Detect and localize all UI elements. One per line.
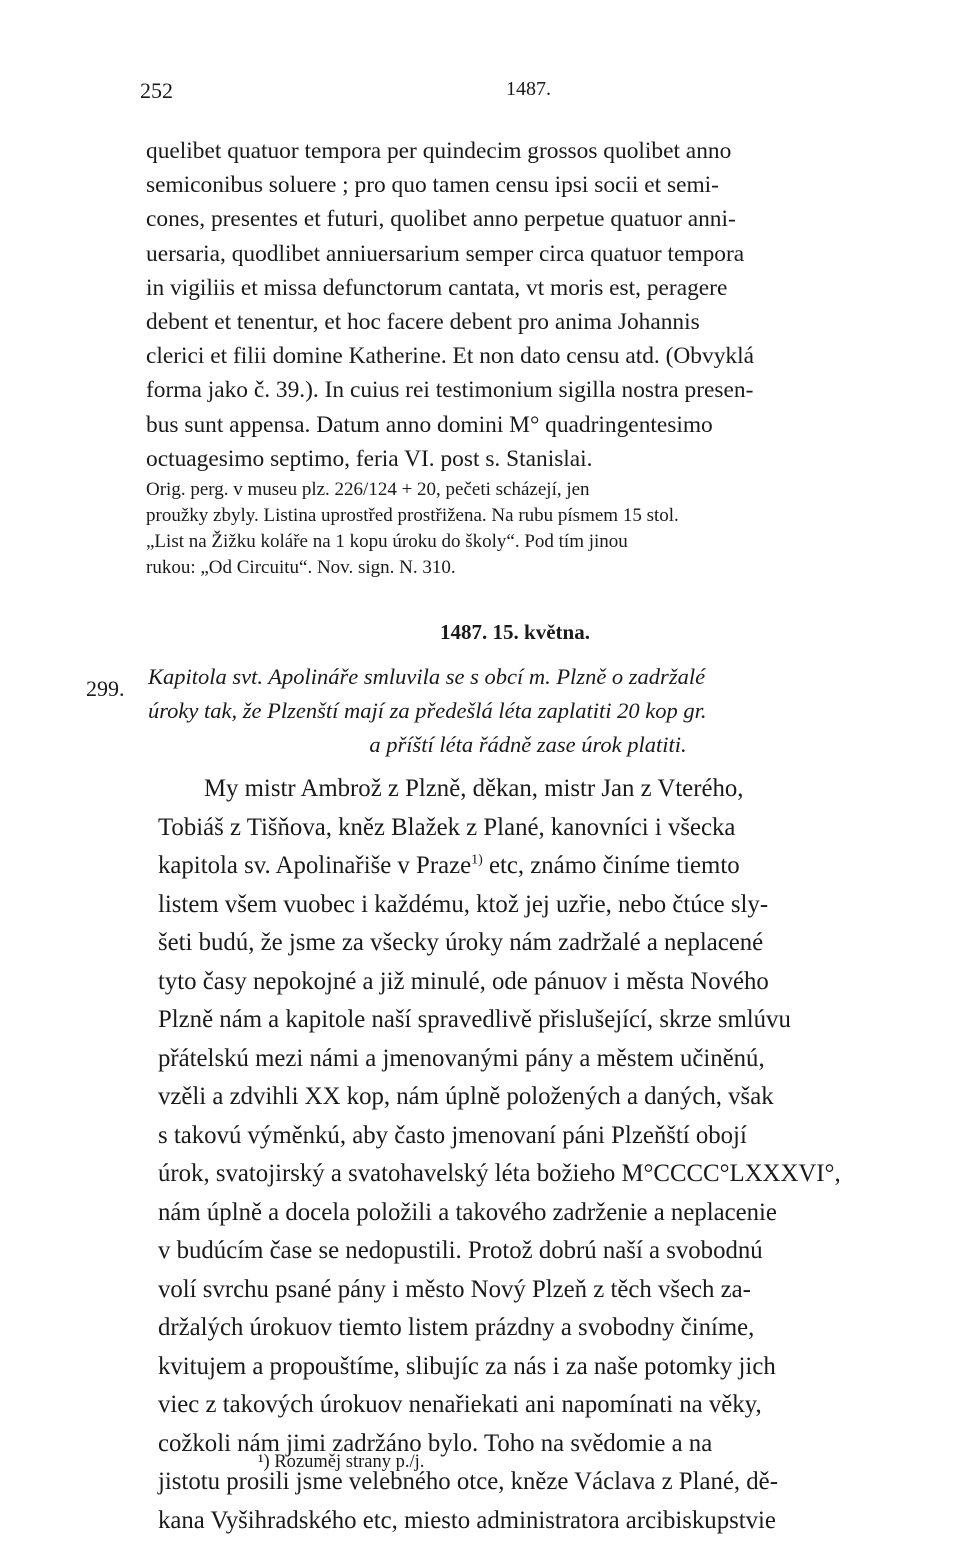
regest-line: a příští léta řádně zase úrok platiti. <box>369 732 687 757</box>
text-line: držalých úrokuov tiemto listem prázdny a svobodny činíme, <box>158 1314 755 1341</box>
text-line: debent et tenentur, et hoc facere debent pro anima Johannis <box>146 309 700 336</box>
regest-line: Kapitola svt. Apolináře smluvila se s obcí m. Plzně o zadržalé <box>148 664 706 689</box>
text-line: Plzně nám a kapitole naší spravedlivě přislušející, skrze smlúvu <box>158 1006 791 1033</box>
text-line: quelibet quatuor tempora per quindecim grossos quolibet anno <box>146 138 732 164</box>
text-segment: etc, známo činíme tiemto <box>482 852 740 879</box>
text-line: viec z takových úrokuov nenařiekati ani napomínati na věky, <box>158 1391 762 1418</box>
text-line: kvitujem a propouštíme, slibujíc za nás i za naše potomky jich <box>158 1352 776 1380</box>
text-line: semiconibus soluere ; pro quo tamen censu ipsi socii et semi- <box>146 172 719 199</box>
text-line: přátelskú mezi námi a jmenovanými pány a městem učiněnú, <box>158 1044 765 1072</box>
text-line: v budúcím čase se nedopustili. Protož dobrú naší a svobodnú <box>158 1237 763 1264</box>
note-line: rukou: „Od Circuitu“. Nov. sign. N. 310. <box>146 557 456 578</box>
text-line: nám úplně a docela položili a takového zadrženie a neplacenie <box>158 1198 777 1226</box>
text-line: bus sunt appensa. Datum anno domini M° quadringentesimo <box>146 411 713 438</box>
note-line: Orig. perg. v museu plz. 226/124 + 20, pečeti scházejí, jen <box>146 479 590 500</box>
text-line: in vigiliis et missa defunctorum cantata, vt moris est, peragere <box>146 274 728 301</box>
text-line: jistotu prosili jsme velebného otce, kněze Václava z Plané, dě- <box>158 1468 778 1495</box>
text-line: s takovú výměnkú, aby často jmenovaní páni Plzeňští obojí <box>158 1121 747 1149</box>
text-line: forma jako č. 39.). In cuius rei testimonium sigilla nostra presen- <box>146 377 754 404</box>
page-header <box>140 78 930 118</box>
text-line: uersaria, quodlibet anniuersarium semper circa quatuor tempora <box>146 240 745 267</box>
text-line: vzěli a zdvihli XX kop, nám úplně položených a daných, však <box>158 1083 774 1110</box>
note-line: proužky zbyly. Listina uprostřed prostřižena. Na rubu písmem 15 stol. <box>146 505 679 526</box>
text-line <box>158 847 948 886</box>
text-line: kana Vyšihradského etc, miesto administratora arcibiskupstvie <box>158 1506 776 1534</box>
text-line: šeti budú, že jsme za všecky úroky nám zadržalé a neplacené <box>158 929 764 956</box>
note-line: „List na Žižku koláře na 1 kopu úroku do školy“. Pod tím jinou <box>146 531 628 552</box>
text-line: cones, presentes et futuri, quolibet anno perpetue quatuor anni- <box>146 206 736 233</box>
text-line: tyto časy nepokojné a již minulé, ode pánuov i města Nového <box>158 967 769 995</box>
text-line: úrok, svatojirský a svatohavelský léta božieho M°CCCC°LXXXVI°, <box>158 1160 841 1187</box>
text-line: cožkoli nám jimi zadržáno bylo. Toho na svědomie a na <box>158 1429 713 1457</box>
document-number: 299. <box>86 676 125 701</box>
regest-line: úroky tak, že Plzenští mají za předešlá léta zaplatiti 20 kop gr. <box>148 698 707 723</box>
text-line: My mistr Ambrož z Plzně, děkan, mistr Jan z Vterého, <box>204 775 744 802</box>
czech-text-block <box>158 770 948 1540</box>
footnote-marker[interactable]: 1) <box>471 852 483 868</box>
archival-note <box>146 477 936 581</box>
document-date-heading: 1487. 15. května. <box>440 620 590 644</box>
latin-text-block <box>146 134 936 476</box>
text-line: Tobiáš z Tišňova, kněz Blažek z Plané, kanovníci i všecka <box>158 813 736 841</box>
running-header-year: 1487. <box>506 78 551 100</box>
text-line: listem všem vuobec i každému, ktož jej uzřie, nebo čtúce sly- <box>158 890 769 918</box>
footnote: ¹) Rozuměj strany p./j. <box>258 1452 425 1472</box>
text-line: volí svrchu psané pány i město Nový Plzeň z těch všech za- <box>158 1275 751 1303</box>
text-line: clerici et filii domine Katherine. Et non dato censu atd. (Obvyklá <box>146 343 754 370</box>
text-segment: kapitola sv. Apolinařiše v Praze <box>158 852 472 879</box>
page-number: 252 <box>140 78 173 103</box>
regest-summary <box>148 660 938 762</box>
text-line: octuagesimo septimo, feria VI. post s. Stanislai. <box>146 445 593 472</box>
